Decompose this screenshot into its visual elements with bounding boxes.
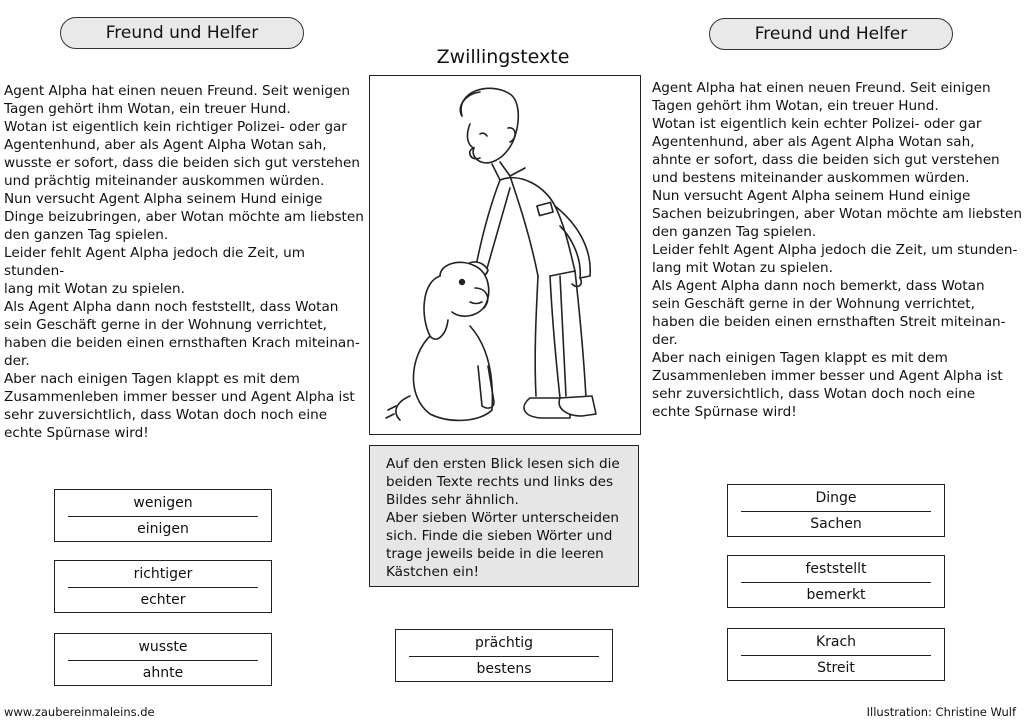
word-pair-top: Dinge [815,490,857,506]
word-pair-bottom: bestens [476,661,532,677]
divider-line [741,582,931,583]
divider-line [68,660,258,661]
word-pair-box-6[interactable] [727,555,945,608]
right-header-label: Freund und Helfer [754,24,908,44]
agent-and-dog-illustration [369,75,641,435]
divider-line [68,587,258,588]
left-story-text: Agent Alpha hat einen neuen Freund. Seit wenigen Tagen gehört ihm Wotan, ein treuer Hund. Wotan ist eigentlich kein richtiger Polizei- oder gar Agentenhund, aber als Agent Alpha Wotan sah, wusste er sofort, dass die beiden sich gut verstehen und prächtig miteinander auskommen würden. Nun versucht Agent Alpha seinem Hund einige Dinge beizubringen, aber Wotan möchte am liebsten den ganzen Tag spielen. Leider fehlt Agent Alpha jedoch die Zeit, um stunden- lang mit Wotan zu spielen. Als Agent Alpha dann noch feststellt, dass Wotan sein Geschäft gerne in der Wohnung verrichtet, haben die beiden einen ernsthaften Krach miteinan- der. Aber nach einigen Tagen klappt es mit dem Zusammenleben immer besser und Agent Alpha ist sehr zuversichtlich, dass Wotan doch noch eine echte Spürnase wird! [4,83,364,441]
divider-line [741,511,931,512]
word-pair-top: richtiger [133,566,193,582]
word-pair-bottom: Sachen [810,516,862,532]
right-story-text: Agent Alpha hat einen neuen Freund. Seit einigen Tagen gehört ihm Wotan, ein treuer Hund. Wotan ist eigentlich kein echter Polizei- oder gar Agentenhund, aber als Agent Alpha Wotan sah, ahnte er sofort, dass die beiden sich gut verstehen und bestens miteinander auskommen würden. Nun versucht Agent Alpha seinem Hund einige Sachen beizubringen, aber Wotan möchte am liebsten den ganzen Tag spielen. Leider fehlt Agent Alpha jedoch die Zeit, um stunden- lang mit Wotan zu spielen. Als Agent Alpha dann noch bemerkt, dass Wotan sein Geschäft gerne in der Wohnung verrichtet, haben die beiden einen ernsthaften Streit miteinan- der. Aber nach einigen Tagen klappt es mit dem Zusammenleben immer besser und Agent Alpha ist sehr zuversichtlich, dass Wotan doch noch eine echte Spürnase wird! [652,80,1023,420]
word-pair-bottom: einigen [137,521,189,537]
word-pair-bottom: bemerkt [806,587,866,603]
footer-website: www.zaubereinmaleins.de [4,705,155,719]
word-pair-box-1[interactable] [54,489,272,542]
word-pair-box-2[interactable] [54,560,272,613]
word-pair-top: wusste [138,639,188,655]
word-pair-bottom: echter [140,592,186,608]
instructions-box: Auf den ersten Blick lesen sich die beiden Texte rechts und links des Bildes sehr ähnlich. Aber sieben Wörter unterscheiden sich. Finde die sieben Wörter und trage jeweils beide in die leeren Kästchen ein! [369,445,639,587]
word-pair-bottom: ahnte [142,665,184,681]
left-header-label: Freund und Helfer [105,23,259,43]
word-pair-box-5[interactable] [727,484,945,537]
agent-and-dog-drawing [370,76,640,434]
divider-line [68,516,258,517]
left-header-pill [60,17,304,49]
word-pair-bottom: Streit [817,660,855,676]
word-pair-top: wenigen [133,495,193,511]
footer-illustration-credit: Illustration: Christine Wulf [866,705,1016,719]
word-pair-top: feststellt [805,561,867,577]
divider-line [409,656,599,657]
right-header-pill [709,18,953,50]
page-title: Zwillingstexte [436,46,570,68]
word-pair-top: Krach [815,634,857,650]
word-pair-top: prächtig [474,635,534,651]
word-pair-box-4[interactable] [395,629,613,682]
divider-line [741,655,931,656]
word-pair-box-3[interactable] [54,633,272,686]
word-pair-box-7[interactable] [727,628,945,681]
